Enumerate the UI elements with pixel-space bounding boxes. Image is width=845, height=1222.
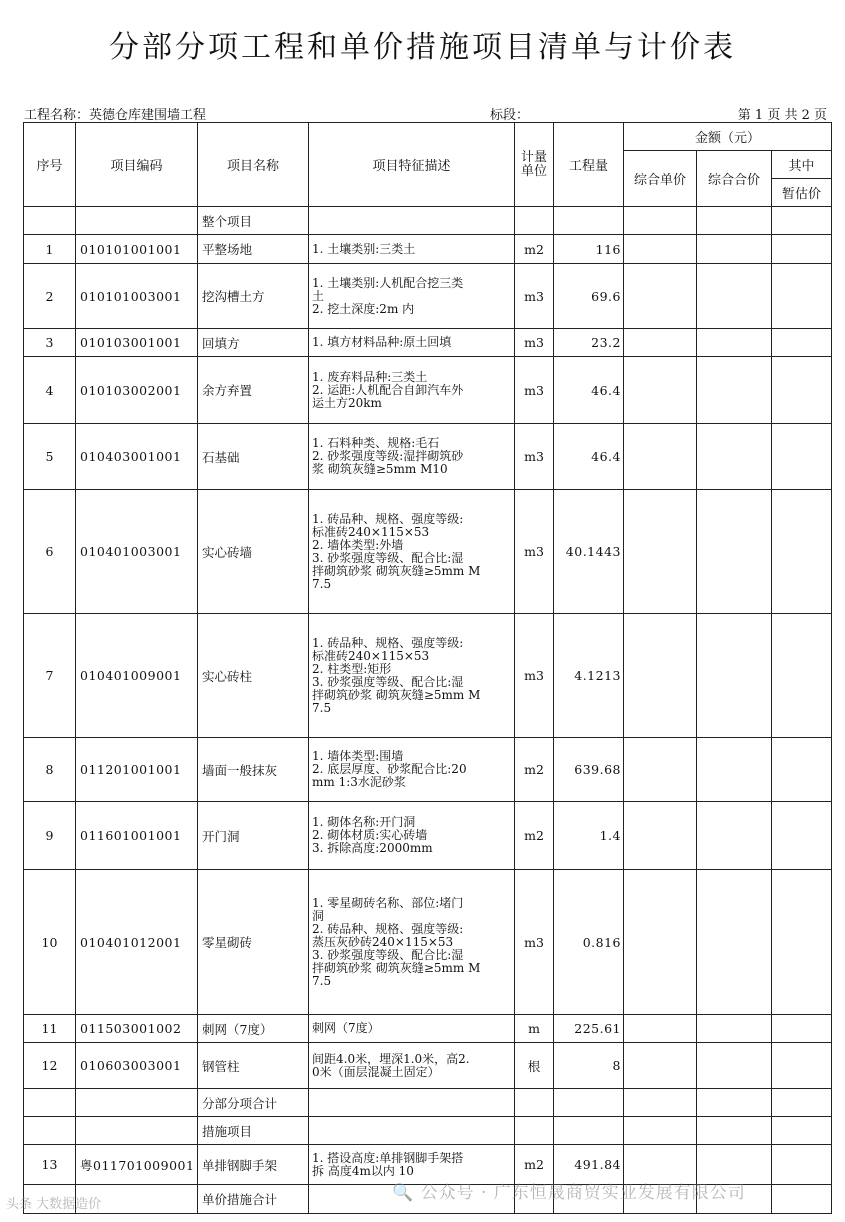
cell-unit: m3 [515, 424, 554, 490]
cell-code [76, 1089, 198, 1117]
cell-desc: 1. 填方材料品种:原土回填 [309, 329, 515, 357]
cell-code: 010403001001 [76, 424, 198, 490]
cell-total-price [697, 207, 772, 235]
cell-code: 010101001001 [76, 235, 198, 264]
cell-provisional [772, 329, 832, 357]
cell-provisional [772, 357, 832, 424]
cell-desc: 1. 零星砌砖名称、部位:堵门 洞 2. 砖品种、规格、强度等级: 蒸压灰砂砖240×115×53 3. 砂浆强度等级、配合比:湿 拌砌筑砂浆 砌筑灰缝≥5mm M 7.5 [309, 870, 515, 1015]
cell-unit-price [624, 614, 697, 738]
table-section-row [24, 1089, 832, 1117]
cell-qty [554, 207, 624, 235]
cell-qty: 46.4 [554, 357, 624, 424]
cell-no [24, 1117, 76, 1145]
table-row [24, 264, 832, 329]
cell-name: 平整场地 [198, 235, 309, 264]
cell-unit-price [624, 357, 697, 424]
cell-total-price [697, 357, 772, 424]
cell-unit [515, 207, 554, 235]
page-title: 分部分项工程和单价措施项目清单与计价表 [109, 30, 736, 65]
cell-unit-price [624, 235, 697, 264]
cell-qty: 116 [554, 235, 624, 264]
cell-code: 010401012001 [76, 870, 198, 1015]
cell-no [24, 207, 76, 235]
cell-no: 2 [24, 264, 76, 329]
cell-qty: 46.4 [554, 424, 624, 490]
cell-total-price [697, 870, 772, 1015]
header-provisional: 暂估价 [772, 179, 832, 207]
cell-qty: 1.4 [554, 802, 624, 870]
cell-provisional [772, 1089, 832, 1117]
cell-provisional [772, 738, 832, 802]
cell-provisional [772, 870, 832, 1015]
cell-qty: 8 [554, 1043, 624, 1089]
cell-provisional [772, 490, 832, 614]
cell-code: 011503001002 [76, 1015, 198, 1043]
table-row [24, 802, 832, 870]
cell-unit-price [624, 802, 697, 870]
cell-no: 5 [24, 424, 76, 490]
cell-total-price [697, 235, 772, 264]
cell-code: 010401009001 [76, 614, 198, 738]
cell-desc [309, 207, 515, 235]
cell-no: 9 [24, 802, 76, 870]
cell-unit-price [624, 207, 697, 235]
cell-desc: 1. 墙体类型:围墙 2. 底层厚度、砂浆配合比:20 mm 1:3水泥砂浆 [309, 738, 515, 802]
header-name: 项目名称 [198, 123, 309, 207]
table-row [24, 424, 832, 490]
cell-name: 实心砖墙 [198, 490, 309, 614]
cell-qty: 40.1443 [554, 490, 624, 614]
table-row [24, 738, 832, 802]
cell-unit: m2 [515, 738, 554, 802]
table-row [24, 490, 832, 614]
cell-name: 措施项目 [198, 1117, 309, 1145]
table-row [24, 1043, 832, 1089]
cell-unit-price [624, 1043, 697, 1089]
header-unit-price: 综合单价 [624, 151, 697, 207]
table-row [24, 614, 832, 738]
cell-desc [309, 1089, 515, 1117]
table-row [24, 329, 832, 357]
cell-total-price [697, 738, 772, 802]
cell-unit: m [515, 1015, 554, 1043]
cell-name: 分部分项合计 [198, 1089, 309, 1117]
header-of-which: 其中 [772, 151, 832, 179]
cell-code: 010603003001 [76, 1043, 198, 1089]
header-no: 序号 [24, 123, 76, 207]
cell-no: 7 [24, 614, 76, 738]
cell-unit: m2 [515, 235, 554, 264]
cell-provisional [772, 1015, 832, 1043]
table-row [24, 1015, 832, 1043]
cell-desc: 1. 土壤类别:三类土 [309, 235, 515, 264]
cell-desc [309, 1117, 515, 1145]
cell-name: 回填方 [198, 329, 309, 357]
table-section-row [24, 1117, 832, 1145]
cell-provisional [772, 1043, 832, 1089]
cell-no: 11 [24, 1015, 76, 1043]
cell-unit: m3 [515, 357, 554, 424]
cell-desc: 间距4.0米，埋深1.0米，高2. 0米（面层混凝土固定） [309, 1043, 515, 1089]
cell-total-price [697, 490, 772, 614]
cell-unit-price [624, 738, 697, 802]
header-unit: 计量 单位 [515, 123, 554, 207]
cell-unit-price [624, 1015, 697, 1043]
cell-total-price [697, 329, 772, 357]
cell-name: 挖沟槽土方 [198, 264, 309, 329]
cell-name: 单排钢脚手架 [198, 1145, 309, 1185]
cell-total-price [697, 614, 772, 738]
cell-no: 4 [24, 357, 76, 424]
header-amount: 金额（元） [624, 123, 832, 151]
cell-code [76, 1117, 198, 1145]
cell-unit-price [624, 264, 697, 329]
cell-name: 刺网（7度） [198, 1015, 309, 1043]
cell-desc: 刺网（7度） [309, 1015, 515, 1043]
cell-name: 余方弃置 [198, 357, 309, 424]
page-indicator: 第 1 页 共 2 页 [737, 108, 827, 123]
cell-no: 3 [24, 329, 76, 357]
cell-code [76, 207, 198, 235]
bill-of-quantities-table [23, 122, 832, 1214]
cell-no: 12 [24, 1043, 76, 1089]
cell-qty: 491.84 [554, 1145, 624, 1185]
cell-name: 石基础 [198, 424, 309, 490]
cell-total-price [697, 1015, 772, 1043]
cell-code: 010103001001 [76, 329, 198, 357]
cell-no: 1 [24, 235, 76, 264]
cell-desc: 1. 土壤类别:人机配合挖三类 土 2. 挖土深度:2m 内 [309, 264, 515, 329]
cell-qty: 0.816 [554, 870, 624, 1015]
cell-qty: 225.61 [554, 1015, 624, 1043]
cell-unit-price [624, 424, 697, 490]
cell-total-price [697, 1043, 772, 1089]
cell-unit-price [624, 329, 697, 357]
cell-no: 13 [24, 1145, 76, 1185]
cell-provisional [772, 264, 832, 329]
cell-qty [554, 1089, 624, 1117]
cell-provisional [772, 614, 832, 738]
cell-code: 010401003001 [76, 490, 198, 614]
header-total-price: 综合合价 [697, 151, 772, 207]
cell-desc: 1. 砌体名称:开门洞 2. 砌体材质:实心砖墙 3. 拆除高度:2000mm [309, 802, 515, 870]
cell-name: 整个项目 [198, 207, 309, 235]
cell-unit: m3 [515, 614, 554, 738]
cell-desc: 1. 石料种类、规格:毛石 2. 砂浆强度等级:湿拌砌筑砂 浆 砌筑灰缝≥5mm M10 [309, 424, 515, 490]
cell-desc: 1. 废弃料品种:三类土 2. 运距:人机配合自卸汽车外 运土方20km [309, 357, 515, 424]
cell-qty: 639.68 [554, 738, 624, 802]
cell-provisional [772, 1145, 832, 1185]
cell-provisional [772, 802, 832, 870]
cell-code: 粤011701009001 [76, 1145, 198, 1185]
cell-unit-price [624, 1089, 697, 1117]
cell-name: 钢管柱 [198, 1043, 309, 1089]
project-name: 工程名称：英德仓库建围墙工程 [24, 108, 207, 123]
cell-provisional [772, 235, 832, 264]
cell-no: 10 [24, 870, 76, 1015]
cell-qty: 69.6 [554, 264, 624, 329]
cell-total-price [697, 424, 772, 490]
cell-code: 010101003001 [76, 264, 198, 329]
table-row [24, 357, 832, 424]
cell-name: 墙面一般抹灰 [198, 738, 309, 802]
table-row [24, 870, 832, 1015]
header-desc: 项目特征描述 [309, 123, 515, 207]
watermark-left-text: 头条 大数据造价 [6, 1197, 102, 1212]
cell-unit: m3 [515, 490, 554, 614]
cell-desc: 1. 砖品种、规格、强度等级: 标准砖240×115×53 2. 墙体类型:外墙 3. 砂浆强度等级、配合比:湿 拌砌筑砂浆 砌筑灰缝≥5mm M 7.5 [309, 490, 515, 614]
cell-unit: m2 [515, 1145, 554, 1185]
cell-desc: 1. 搭设高度:单排钢脚手架搭 拆 高度4m以内 10 [309, 1145, 515, 1185]
cell-total-price [697, 1117, 772, 1145]
table-body [24, 207, 832, 1214]
cell-provisional [772, 424, 832, 490]
section-label: 标段： [490, 108, 530, 123]
cell-total-price [697, 1089, 772, 1117]
table-section-row [24, 207, 832, 235]
cell-unit: m3 [515, 264, 554, 329]
cell-unit: m2 [515, 802, 554, 870]
cell-unit: m3 [515, 870, 554, 1015]
header-qty: 工程量 [554, 123, 624, 207]
cell-unit [515, 1089, 554, 1117]
cell-no: 6 [24, 490, 76, 614]
cell-unit-price [624, 1117, 697, 1145]
cell-provisional [772, 1117, 832, 1145]
cell-no [24, 1089, 76, 1117]
cell-code: 011201001001 [76, 738, 198, 802]
table-row [24, 235, 832, 264]
watermark-text: 🔍 公众号 · 广东恒晟商贸实业发展有限公司 [392, 1183, 746, 1203]
cell-name: 单价措施合计 [198, 1185, 309, 1214]
cell-unit-price [624, 870, 697, 1015]
cell-total-price [697, 802, 772, 870]
cell-name: 零星砌砖 [198, 870, 309, 1015]
cell-qty: 4.1213 [554, 614, 624, 738]
cell-qty [554, 1117, 624, 1145]
cell-desc: 1. 砖品种、规格、强度等级: 标准砖240×115×53 2. 柱类型:矩形 3. 砂浆强度等级、配合比:湿 拌砌筑砂浆 砌筑灰缝≥5mm M 7.5 [309, 614, 515, 738]
cell-code: 011601001001 [76, 802, 198, 870]
cell-provisional [772, 1185, 832, 1214]
cell-code: 010103002001 [76, 357, 198, 424]
cell-unit: 根 [515, 1043, 554, 1089]
cell-provisional [772, 207, 832, 235]
cell-name: 开门洞 [198, 802, 309, 870]
cell-unit [515, 1117, 554, 1145]
cell-unit-price [624, 490, 697, 614]
cell-no: 8 [24, 738, 76, 802]
cell-qty: 23.2 [554, 329, 624, 357]
header-code: 项目编码 [76, 123, 198, 207]
cell-name: 实心砖柱 [198, 614, 309, 738]
cell-unit: m3 [515, 329, 554, 357]
cell-total-price [697, 264, 772, 329]
